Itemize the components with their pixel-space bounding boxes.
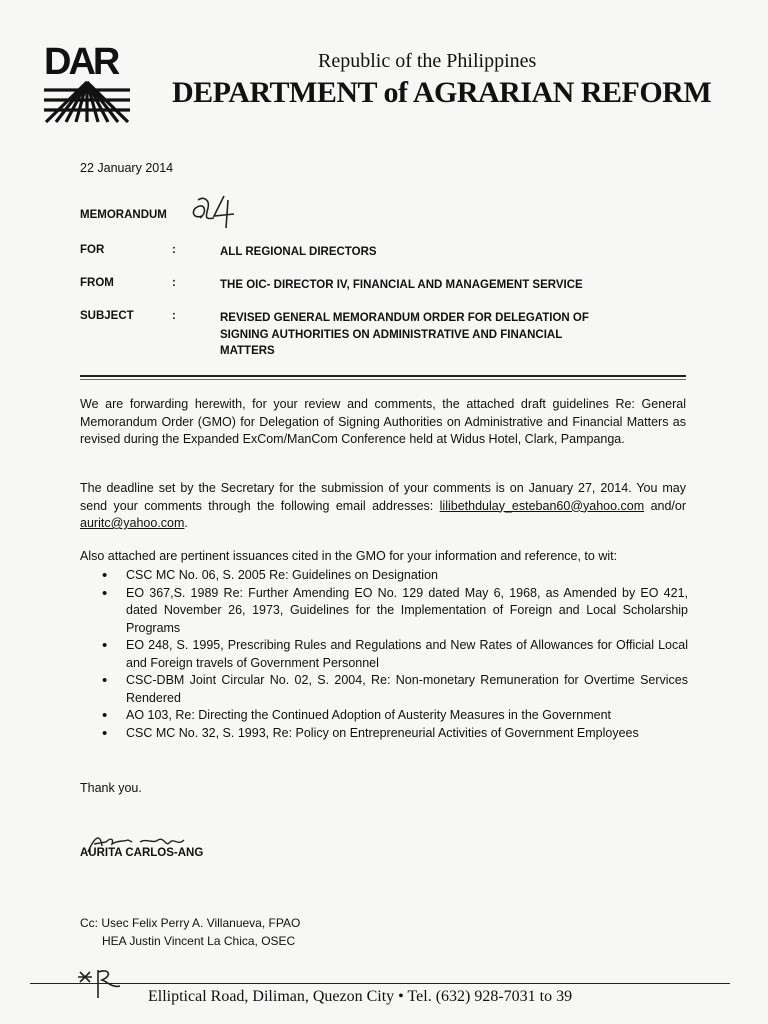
- for-label: FOR: [80, 244, 105, 256]
- list-item: • CSC MC No. 32, S. 1993, Re: Policy on Entrepreneurial Activities of Government Employees: [98, 725, 688, 743]
- list-item: • CSC MC No. 06, S. 2005 Re: Guidelines on Designation: [98, 567, 688, 585]
- paragraph-2-end: .: [184, 516, 188, 530]
- cc-line-1: Cc: Usec Felix Perry A. Villanueva, FPAO: [80, 916, 301, 930]
- email-link-1[interactable]: lilibethdulay_esteban60@yahoo.com: [439, 498, 645, 513]
- cc-block: [80, 914, 300, 950]
- separator-rule-thin: [80, 379, 686, 380]
- paragraph-2-and: and/or: [650, 498, 687, 513]
- footer-rule: [30, 983, 730, 984]
- list-item: • EO 248, S. 1995, Prescribing Rules and Regulations and New Rates of Allowances for Official Local and Foreign travels of Government Personnel: [98, 637, 688, 672]
- svg-text:DAR: DAR: [44, 41, 118, 83]
- handwritten-memo-number: [184, 190, 240, 230]
- paragraph-2-text: The deadline set by the Secretary for the submission of your comments is on January 27, 2014. You may send your comments through the following email addresses:: [80, 481, 686, 513]
- closing-text: Thank you.: [80, 781, 142, 795]
- subject-value: REVISED GENERAL MEMORANDUM ORDER FOR DELEGATION OF SIGNING AUTHORITIES ON ADMINISTRATIVE AND FINANCIAL MATTERS: [220, 312, 589, 357]
- for-colon: :: [172, 244, 176, 256]
- separator-rule: [80, 375, 686, 377]
- body-paragraph-2: [80, 480, 686, 533]
- memo-date: 22 January 2014: [80, 161, 174, 175]
- footer-address: Elliptical Road, Diliman, Quezon City • Tel. (632) 928-7031 to 39: [148, 988, 573, 1005]
- list-item: • AO 103, Re: Directing the Continued Adoption of Austerity Measures in the Government: [98, 707, 688, 725]
- sun-rays-icon: [44, 82, 130, 122]
- subject-colon: :: [172, 310, 176, 322]
- from-colon: :: [172, 277, 176, 289]
- subject-label: SUBJECT: [80, 310, 134, 322]
- from-value: THE OIC- DIRECTOR IV, FINANCIAL AND MANAGEMENT SERVICE: [220, 279, 583, 291]
- handwritten-initial-mark: [76, 962, 136, 1002]
- list-item: • EO 367,S. 1989 Re: Further Amending EO No. 129 dated May 6, 1968, as Amended by EO 421, dated November 26, 1973, Guidelines for the Implementation of Foreign and Local Scholarship Programs: [98, 585, 688, 638]
- signatory-name: AURITA CARLOS-ANG: [80, 847, 204, 859]
- cc-line-2: HEA Justin Vincent La Chica, OSEC: [102, 934, 296, 948]
- list-item: • CSC-DBM Joint Circular No. 02, S. 2004, Re: Non-monetary Remuneration for Overtime Services Rendered: [98, 672, 688, 707]
- body-paragraph-1: We are forwarding herewith, for your review and comments, the attached draft guidelines Re: General Memorandum Order (GMO) for Delegation of Signing Authorities on Administrative and Financial Matters as revised during the Expanded ExCom/ManCom Conference held at Widus Hotel, Clark, Pampanga.: [80, 397, 686, 446]
- email-link-2[interactable]: auritc@yahoo.com: [80, 516, 185, 530]
- issuance-list: [98, 567, 688, 742]
- from-label: FROM: [80, 277, 114, 289]
- body-paragraph-3: Also attached are pertinent issuances cited in the GMO for your information and reference, to wit:: [80, 549, 618, 563]
- dar-logo: [44, 40, 130, 124]
- department-title: DEPARTMENT of AGRARIAN REFORM: [172, 76, 712, 109]
- memorandum-label: MEMORANDUM: [80, 209, 167, 221]
- for-value: ALL REGIONAL DIRECTORS: [220, 246, 377, 258]
- republic-heading: Republic of the Philippines: [318, 50, 537, 72]
